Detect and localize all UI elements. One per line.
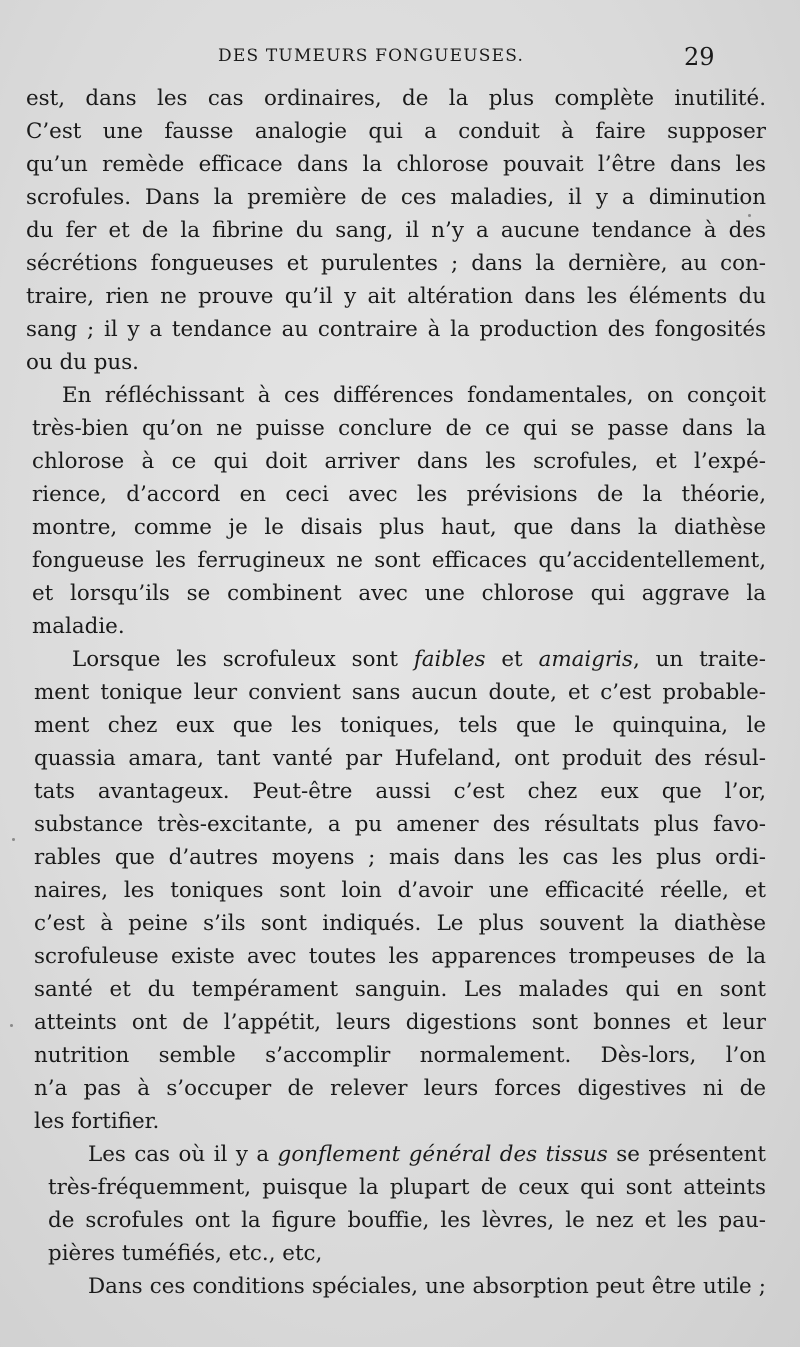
text-line: les fortifier. [34, 1109, 160, 1134]
text-line: sang ; il y a tendance au contraire à la production des fongosités [26, 317, 766, 342]
text-span: et [485, 647, 539, 672]
text-line: nutrition semble s’accomplir normalement. Dès-lors, l’on [34, 1043, 766, 1068]
text-span: , un traite- [632, 647, 766, 672]
italic-text: faibles [413, 647, 486, 672]
text-line: scrofuleuse existe avec toutes les apparences trompeuses de la [34, 944, 766, 969]
italic-text: gonflement général des tissus [277, 1142, 608, 1167]
text-line: santé et du tempérament sanguin. Les malades qui en sont [34, 977, 766, 1002]
ink-speck [12, 838, 15, 841]
text-line: sécrétions fongueuses et purulentes ; dans la dernière, au con- [26, 251, 766, 276]
paragraph-2 [26, 379, 766, 643]
paragraph-5 [26, 1270, 766, 1303]
text-line: substance très-excitante, a pu amener des résultats plus favo- [34, 812, 766, 837]
text-line: rables que d’autres moyens ; mais dans les cas les plus ordi- [34, 845, 766, 870]
page-number: 29 [684, 43, 715, 71]
text-line [26, 643, 766, 676]
text-line: C’est une fausse analogie qui a conduit à faire supposer [26, 119, 766, 144]
text-line: chlorose à ce qui doit arriver dans les scrofules, et l’expé- [32, 449, 766, 474]
italic-text: amaigris [538, 647, 633, 672]
text-line: rience, d’accord en ceci avec les prévisions de la théorie, [32, 482, 766, 507]
text-line: qu’un remède efficace dans la chlorose pouvait l’être dans les [26, 152, 766, 177]
text-span: se présentent [607, 1142, 766, 1167]
text-line: maladie. [32, 614, 125, 639]
text-span: Lorsque les scrofuleux sont [72, 647, 414, 672]
text-line: naires, les toniques sont loin d’avoir une efficacité réelle, et [34, 878, 766, 903]
text-line: de scrofules ont la figure bouffie, les lèvres, le nez et les pau- [48, 1208, 766, 1233]
text-line: quassia amara, tant vanté par Hufeland, ont produit des résul- [34, 746, 766, 771]
text-line: très-fréquemment, puisque la plupart de ceux qui sont atteints [48, 1175, 766, 1200]
text-line: Dans ces conditions spéciales, une absorption peut être utile ; [88, 1274, 766, 1299]
text-line: ou du pus. [26, 350, 139, 375]
paragraph-4 [26, 1138, 766, 1270]
running-title: DES TUMEURS FONGUEUSES. [218, 46, 525, 66]
text-line: atteints ont de l’appétit, leurs digestions sont bonnes et leur [34, 1010, 766, 1035]
paragraph-1 [26, 82, 766, 379]
text-line: du fer et de la fibrine du sang, il n’y a aucune tendance à des [26, 218, 766, 243]
text-line: tats avantageux. Peut-être aussi c’est chez eux que l’or, [34, 779, 766, 804]
text-line: En réfléchissant à ces différences fondamentales, on conçoit [62, 383, 766, 408]
ink-speck [10, 1024, 13, 1027]
body-text [26, 82, 766, 1303]
text-span: Les cas où il y a [88, 1142, 278, 1167]
text-line: ment tonique leur convient sans aucun doute, et c’est probable- [34, 680, 766, 705]
text-line: n’a pas à s’occuper de relever leurs forces digestives ni de [34, 1076, 766, 1101]
text-line: ment chez eux que les toniques, tels que le quinquina, le [34, 713, 766, 738]
text-line: scrofules. Dans la première de ces maladies, il y a diminution [26, 185, 766, 210]
text-line: traire, rien ne prouve qu’il y ait altération dans les éléments du [26, 284, 766, 309]
text-line: est, dans les cas ordinaires, de la plus complète inutilité. [26, 86, 766, 111]
text-line: très-bien qu’on ne puisse conclure de ce qui se passe dans la [32, 416, 766, 441]
text-line [26, 1138, 766, 1171]
paragraph-3 [26, 643, 766, 1138]
text-line: pières tuméfiés, etc., etc, [48, 1241, 323, 1266]
running-head [0, 43, 800, 71]
text-line: c’est à peine s’ils sont indiqués. Le plus souvent la diathèse [34, 911, 766, 936]
text-line: fongueuse les ferrugineux ne sont efficaces qu’accidentellement, [32, 548, 766, 573]
text-line: montre, comme je le disais plus haut, que dans la diathèse [32, 515, 766, 540]
text-line: et lorsqu’ils se combinent avec une chlorose qui aggrave la [32, 581, 766, 606]
ink-speck [748, 214, 751, 217]
